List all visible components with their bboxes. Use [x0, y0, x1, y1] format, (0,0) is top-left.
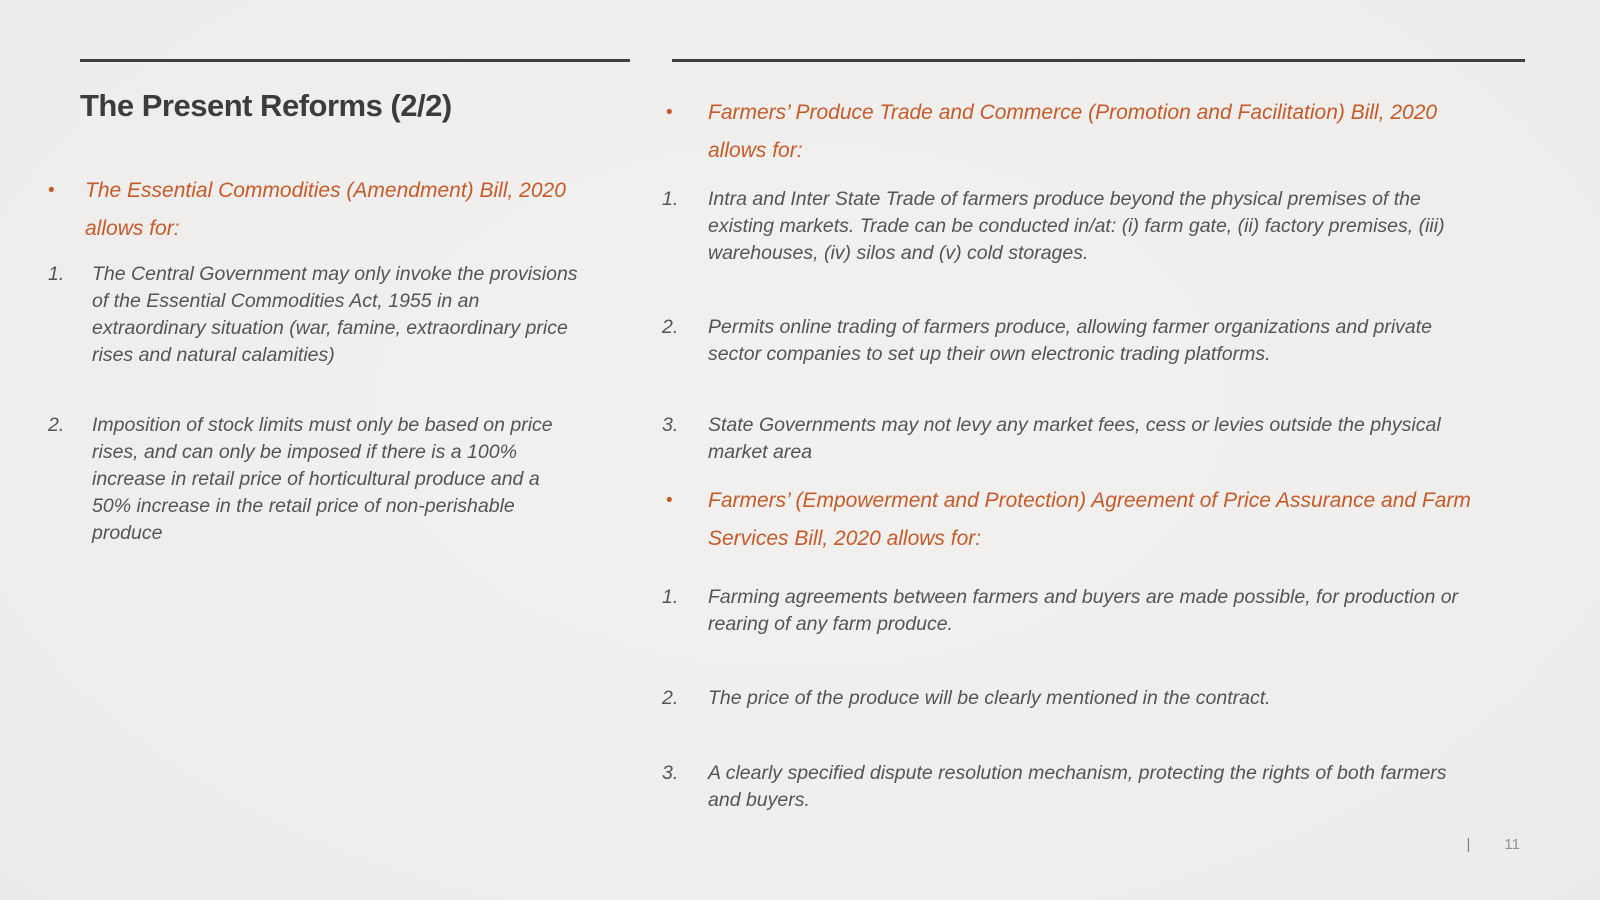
- right-section-2-heading-text: Farmers’ (Empowerment and Protection) Agreement of Price Assurance and Farm Services Bill, 2020 allows for:: [708, 489, 1471, 550]
- list-item-number: 3.: [662, 414, 679, 436]
- list-item-text: The price of the produce will be clearly mentioned in the contract.: [708, 687, 1271, 709]
- left-section-heading: [48, 172, 588, 248]
- list-item-number: 3.: [662, 762, 679, 784]
- right-header-rule: [672, 59, 1525, 62]
- list-item-text: State Governments may not levy any market fees, cess or levies outside the physical market area: [708, 414, 1441, 463]
- bullet-icon: •: [666, 102, 673, 123]
- list-item-number: 2.: [662, 316, 679, 338]
- list-item-text: The Central Government may only invoke the provisions of the Essential Commodities Act, 1955 in an extraordinary situation (war, famine, extraordinary price rises and natural calamities): [92, 263, 578, 366]
- list-item-number: 2.: [48, 414, 65, 436]
- right-section-2-heading: [666, 482, 1496, 558]
- list-item-text: Intra and Inter State Trade of farmers produce beyond the physical premises of the existing markets. Trade can be conducted in/at: (i) farm gate, (ii) factory premises, (iii) warehouses, (iv) silos and (v) cold storages.: [708, 188, 1445, 264]
- right-section-1-heading: [666, 94, 1476, 170]
- list-item: [662, 412, 1472, 466]
- list-item: [662, 760, 1482, 814]
- list-item-number: 2.: [662, 687, 679, 709]
- slide-footer: [1467, 836, 1520, 853]
- list-item-text: Farming agreements between farmers and buyers are made possible, for production or rearing of any farm produce.: [708, 586, 1459, 635]
- list-item: [48, 412, 583, 547]
- left-header-rule: [80, 59, 630, 62]
- list-item-number: 1.: [48, 263, 65, 285]
- list-item: [662, 186, 1462, 267]
- list-item-number: 1.: [662, 188, 679, 210]
- list-item-number: 1.: [662, 586, 679, 608]
- footer-separator: |: [1466, 836, 1471, 853]
- list-item-text: Imposition of stock limits must only be based on price rises, and can only be imposed if there is a 100% increase in retail price of horticultural produce and a 50% increase in the retail price of non-perishable produce: [92, 414, 553, 544]
- left-section-heading-text: The Essential Commodities (Amendment) Bill, 2020 allows for:: [85, 179, 566, 240]
- list-item-text: A clearly specified dispute resolution mechanism, protecting the rights of both farmers and buyers.: [708, 762, 1447, 811]
- slide-title: The Present Reforms (2/2): [80, 88, 452, 123]
- list-item-text: Permits online trading of farmers produce, allowing farmer organizations and private sector companies to set up their own electronic trading platforms.: [708, 316, 1433, 365]
- bullet-icon: •: [48, 180, 55, 201]
- bullet-icon: •: [666, 490, 673, 511]
- page-number: 11: [1504, 836, 1520, 853]
- list-item: [662, 685, 1472, 712]
- list-item: [48, 261, 583, 369]
- right-section-1-heading-text: Farmers’ Produce Trade and Commerce (Promotion and Facilitation) Bill, 2020 allows for:: [708, 101, 1438, 162]
- list-item: [662, 584, 1472, 638]
- list-item: [662, 314, 1472, 368]
